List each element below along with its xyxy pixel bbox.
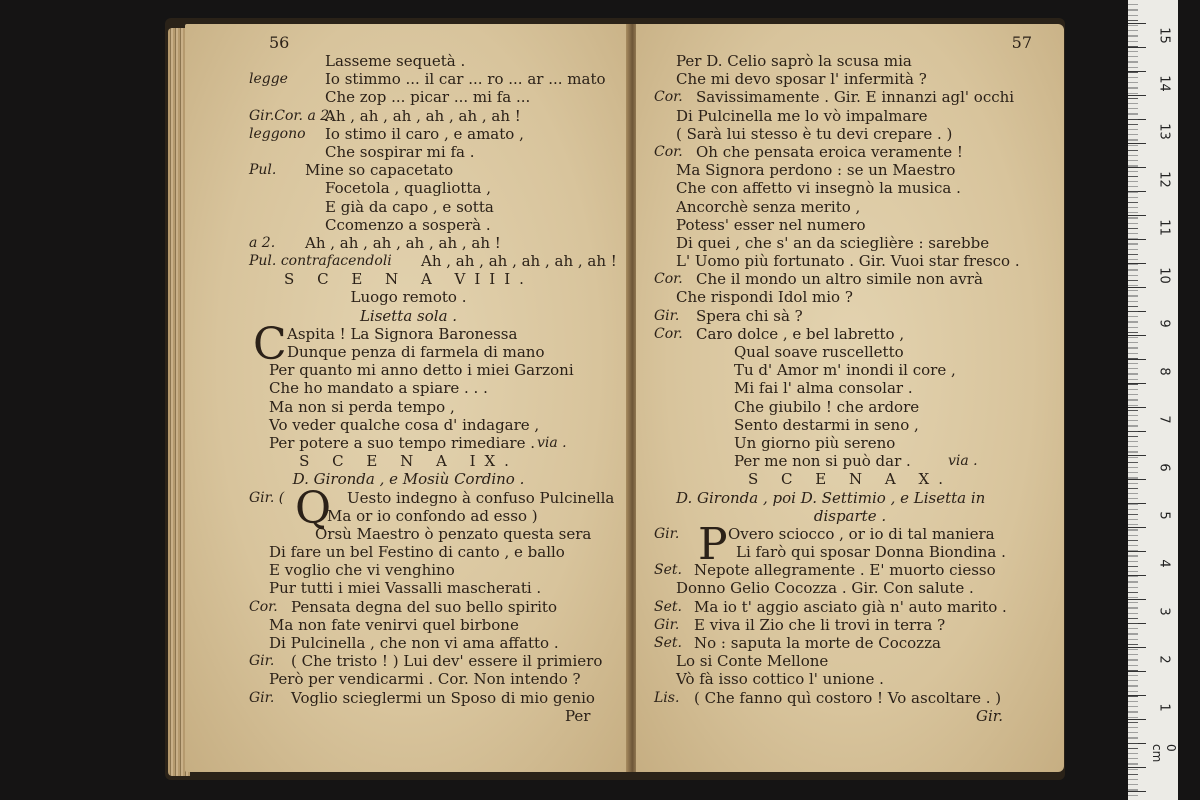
text-line <box>185 416 632 434</box>
verse-text: Tu d' Amor m' inondi il core , <box>734 361 956 380</box>
verse-text: Un giorno più sereno <box>734 433 896 452</box>
verse-text: ( Sarà lui stesso è tu devi crepare . ) <box>676 124 953 143</box>
verse-text: Spera chi sà ? <box>696 306 803 325</box>
right-page <box>636 24 1064 772</box>
drop-capital: C <box>253 318 287 370</box>
left-page <box>185 24 632 772</box>
text-line <box>185 52 632 70</box>
verse-text: Di quei , che s' an da scieglière : sarebbe <box>676 233 990 252</box>
text-line <box>185 234 632 252</box>
verse-text: Dunque penza di farmela di mano <box>287 343 545 361</box>
ruler-mark: 2 <box>1156 655 1172 664</box>
text-line <box>185 689 632 707</box>
text-line <box>185 252 632 270</box>
text-line <box>185 452 632 470</box>
verse-text: Oh che pensata eroica veramente ! <box>696 142 963 161</box>
text-line <box>636 107 1064 125</box>
verse-text: Che giubilo ! che ardore <box>734 397 920 416</box>
verse-text: Che mi devo sposar l' infermità ? <box>676 70 927 89</box>
verse-text: Ah , ah , ah , ah , ah , ah ! <box>421 252 617 271</box>
verse-text: Vo veder qualche cosa d' indagare , <box>269 415 540 434</box>
verse-text: Lo si Conte Mellone <box>676 652 829 671</box>
stage-direction: via . <box>948 453 978 470</box>
verse-text: Li farò qui sposar Donna Biondina . <box>736 543 1006 562</box>
text-line <box>636 325 1064 343</box>
ruler-mark: 3 <box>1156 607 1172 616</box>
verse-text: No : saputa la morte de Cocozza <box>694 634 941 652</box>
speaker-label: Gir. <box>654 525 680 542</box>
text-line <box>636 307 1064 325</box>
text-line <box>185 107 632 125</box>
speaker-label: Gir. <box>249 689 275 706</box>
text-line <box>636 489 1064 507</box>
text-line <box>636 561 1064 579</box>
text-line <box>636 234 1064 252</box>
ruler-mark: 7 <box>1156 415 1172 424</box>
page-number: 56 <box>269 33 290 52</box>
verse-text: Di fare un bel Festino di canto , e ballo <box>269 543 565 562</box>
verse-text: Per quanto mi anno detto i miei Garzoni <box>269 361 574 380</box>
verse-text: Ma non si perda tempo , <box>269 397 455 416</box>
ruler-mark: 5 <box>1156 511 1172 520</box>
text-line <box>185 125 632 143</box>
speaker-label: Cor. <box>249 598 278 615</box>
verse-text: Che sospirar mi fa . <box>325 142 475 161</box>
ruler-mark: 4 <box>1156 559 1172 568</box>
speaker-label: Gir. <box>654 307 680 324</box>
verse-text: Caro dolce , e bel labretto , <box>696 324 905 343</box>
text-line <box>185 470 632 488</box>
speaker-label: Set. <box>654 562 682 579</box>
text-line <box>636 452 1064 470</box>
verse-text: ( Che fanno quì costoro ! Vo ascoltare . ) <box>694 688 1002 707</box>
text-line <box>185 598 632 616</box>
text-line <box>185 198 632 216</box>
verse-text: Mine so capacetato <box>305 161 454 180</box>
verse-text: L' Uomo più fortunato . Gir. Vuoi star fresco . <box>676 252 1020 271</box>
text-line <box>185 143 632 161</box>
verse-text: Mi fai l' alma consolar . <box>734 379 913 398</box>
text-line <box>185 670 632 688</box>
speaker-label: Pul. <box>249 162 277 179</box>
verse-text: Orsù Maestro ò penzato questa sera <box>315 524 592 543</box>
text-line <box>636 161 1064 179</box>
text-line <box>185 634 632 652</box>
verse-text: Per potere a suo tempo rimediare . <box>269 433 535 452</box>
text-line <box>185 616 632 634</box>
verse-text: E voglio che vi venghino <box>269 561 455 580</box>
ruler-mark: 14 <box>1156 75 1172 92</box>
ruler-mark: 13 <box>1156 123 1172 140</box>
text-line <box>636 689 1064 707</box>
verse-text: Pensata degna del suo bello spirito <box>291 597 557 616</box>
text-line <box>636 416 1064 434</box>
verse-text: Ccomenzo a sosperà . <box>325 215 491 234</box>
text-line <box>636 70 1064 88</box>
right-page-text <box>636 52 1064 725</box>
text-line <box>636 598 1064 616</box>
text-line <box>636 470 1064 488</box>
left-page-text <box>185 52 632 725</box>
text-line <box>185 161 632 179</box>
speaker-label: Cor. <box>654 325 683 342</box>
page-number: 57 <box>1011 33 1032 52</box>
scene-heading: S C E N A X. <box>748 470 952 489</box>
text-line <box>185 361 632 379</box>
ruler-unit: 0 cm <box>1150 744 1178 763</box>
verse-text: Che il mondo un altro simile non avrà <box>696 270 983 289</box>
verse-text: Potess' esser nel numero <box>676 215 866 234</box>
text-line <box>636 88 1064 106</box>
scene-characters: disparte . <box>813 506 887 525</box>
text-line <box>636 670 1064 688</box>
ruler-mark: 12 <box>1156 171 1172 188</box>
text-line <box>636 579 1064 597</box>
text-line <box>636 379 1064 397</box>
ruler-mark: 1 <box>1156 703 1172 712</box>
verse-text: Per me non si può dar . <box>734 452 911 471</box>
verse-text: Nepote allegramente . E' muorto ciesso <box>694 561 996 580</box>
text-line <box>185 434 632 452</box>
text-line <box>185 379 632 397</box>
speaker-label: Gir. <box>654 616 680 633</box>
verse-text: Donno Gelio Cocozza . Gir. Con salute . <box>676 579 974 598</box>
scene-place: Luogo remoto . <box>350 288 467 307</box>
text-line <box>636 543 1064 561</box>
text-line <box>636 125 1064 143</box>
speaker-label: legge <box>249 71 288 88</box>
drop-capital: P <box>698 518 728 570</box>
verse-text: E viva il Zio che li trovi in terra ? <box>694 615 946 634</box>
speaker-label: Lis. <box>654 689 680 706</box>
speaker-label: leggono <box>249 125 306 142</box>
ruler-mark: 15 <box>1156 27 1172 44</box>
speaker-label: Gir.Cor. a 2. <box>249 107 334 124</box>
verse-text: Che ho mandato a spiare . . . <box>269 379 488 398</box>
verse-text: Overo sciocco , or io di tal maniera <box>728 524 995 543</box>
text-line <box>636 270 1064 288</box>
verse-text: Uesto indegno à confuso Pulcinella <box>347 488 615 507</box>
verse-text: D. Gironda , poi D. Settimio , e Lisetta in <box>676 488 986 507</box>
verse-text: E già da capo , e sotta <box>325 197 494 216</box>
text-line <box>185 507 632 525</box>
verse-text: Di Pulcinella me lo vò impalmare <box>676 106 928 125</box>
speaker-label: a 2. <box>249 234 276 251</box>
text-line <box>185 579 632 597</box>
verse-text: Vò fà isso cottico l' unione . <box>676 670 884 689</box>
text-line <box>185 398 632 416</box>
text-line <box>636 398 1064 416</box>
ruler-mark: 9 <box>1156 319 1172 328</box>
verse-text: Che zop ... picar ... mi fa ... <box>325 88 531 107</box>
text-line <box>185 88 632 106</box>
text-line <box>185 288 632 306</box>
speaker-label: Pul. contrafacendoli <box>249 253 392 270</box>
ruler-mark: 11 <box>1156 219 1172 236</box>
scene-characters: Lisetta sola . <box>359 306 458 325</box>
verse-text: Che con affetto vi insegnò la musica . <box>676 179 961 198</box>
ruler-mark: 8 <box>1156 367 1172 376</box>
text-line <box>636 361 1064 379</box>
text-line <box>636 179 1064 197</box>
verse-text: Ma non fate venirvi quel birbone <box>269 615 519 634</box>
text-line <box>636 652 1064 670</box>
text-line <box>636 198 1064 216</box>
speaker-label: Set. <box>654 635 682 651</box>
text-line <box>185 652 632 670</box>
verse-text: Ancorchè senza merito , <box>676 197 861 216</box>
verse-text: Ah , ah , ah , ah , ah , ah ! <box>305 233 501 252</box>
verse-text: Io stimo il caro , e amato , <box>325 124 524 143</box>
verse-text: Ah , ah , ah , ah , ah , ah ! <box>325 106 521 125</box>
text-line <box>636 434 1064 452</box>
text-line <box>185 270 632 288</box>
text-line <box>185 70 632 88</box>
verse-text: Pur tutti i miei Vassalli mascherati . <box>269 579 542 598</box>
verse-text: Ma io t' aggio asciato già n' auto marito . <box>694 597 1007 616</box>
verse-text: Aspita ! La Signora Baronessa <box>287 324 518 343</box>
verse-text: Lasseme sequetà . <box>325 52 466 70</box>
text-line <box>636 143 1064 161</box>
scene-heading: S C E N A VIII. <box>284 270 533 289</box>
text-line <box>185 216 632 234</box>
stage-direction: via . <box>537 434 567 451</box>
text-line <box>636 616 1064 634</box>
text-line <box>185 561 632 579</box>
verse-text: Io stimmo ... il car ... ro ... ar ... mato <box>325 70 606 89</box>
catchword: Gir. <box>976 706 1004 725</box>
speaker-label: Gir. ( <box>249 489 285 506</box>
verse-text: Di Pulcinella , che non vi ama affatto . <box>269 634 559 652</box>
catchword: Per <box>565 706 591 725</box>
verse-text: Però per vendicarmi . Cor. Non intendo ? <box>269 670 581 689</box>
drop-capital: Q <box>295 482 332 534</box>
verse-text: Savissimamente . Gir. E innanzi agl' occhi <box>696 88 1015 107</box>
text-line <box>636 707 1064 725</box>
measuring-ruler <box>1128 0 1178 800</box>
text-line <box>636 52 1064 70</box>
text-line <box>185 179 632 197</box>
ruler-mark: 6 <box>1156 463 1172 472</box>
scene-heading: S C E N A IX. <box>299 452 518 471</box>
text-line <box>636 216 1064 234</box>
scene-characters: D. Gironda , e Mosiù Cordino . <box>292 470 525 489</box>
verse-text: Che rispondi Idol mio ? <box>676 288 853 307</box>
text-line <box>636 343 1064 361</box>
verse-text: Ma or io confondo ad esso ) <box>327 506 538 525</box>
text-line <box>185 543 632 561</box>
text-line <box>636 252 1064 270</box>
text-line <box>185 707 632 725</box>
speaker-label: Cor. <box>654 143 683 160</box>
verse-text: Qual soave ruscelletto <box>734 343 904 361</box>
text-line <box>636 634 1064 652</box>
speaker-label: Cor. <box>654 271 683 288</box>
speaker-label: Set. <box>654 598 682 615</box>
speaker-label: Gir. <box>249 653 275 670</box>
verse-text: Ma Signora perdono : se un Maestro <box>676 161 956 180</box>
verse-text: Voglio scieglermi un Sposo di mio genio <box>291 688 595 707</box>
text-line <box>636 288 1064 306</box>
ruler-mark: 10 <box>1156 267 1172 284</box>
verse-text: Per D. Celio saprò la scusa mia <box>676 52 912 70</box>
verse-text: ( Che tristo ! ) Lui dev' essere il primiero <box>291 652 603 671</box>
speaker-label: Cor. <box>654 89 683 106</box>
text-line <box>185 343 632 361</box>
text-line <box>185 525 632 543</box>
verse-text: Sento destarmi in seno , <box>734 415 919 434</box>
verse-text: Focetola , quagliotta , <box>325 179 491 198</box>
